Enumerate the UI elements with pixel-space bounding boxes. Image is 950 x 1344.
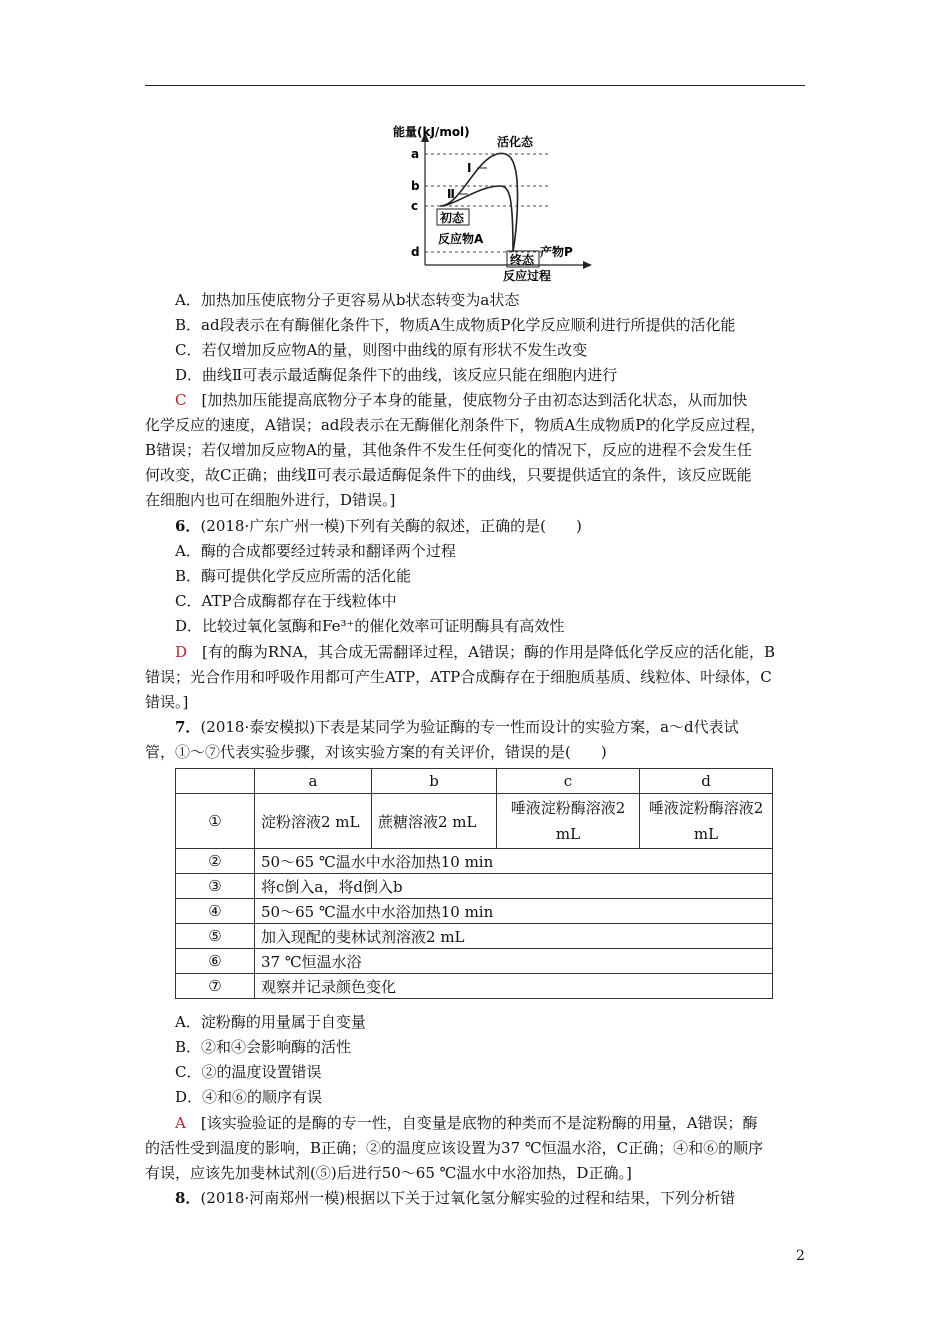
q7-option-c: C．②的温度设置错误	[175, 1063, 322, 1081]
q6-explanation-line-1: D [有的酶为RNA，其合成无需翻译过程，A错误；酶的作用是降低化学反应的活化能，B	[175, 643, 776, 661]
q8-stem: 8．(2018·河南郑州一模)根据以下关于过氧化氢分解实验的过程和结果，下列分析错	[175, 1189, 736, 1207]
table-cell: 50～65 ℃温水中水浴加热10 min	[255, 899, 773, 924]
q5-option-a: A．加热加压使底物分子更容易从b状态转变为a状态	[175, 291, 520, 309]
curve-i-label: Ⅰ	[467, 161, 472, 175]
step-cell: ⑥	[176, 949, 255, 974]
q6-answer: D	[175, 643, 188, 661]
header-rule	[145, 85, 805, 86]
x-axis-arrow	[583, 261, 592, 269]
y-axis-label: 能量(kJ/mol)	[393, 125, 470, 139]
table-row	[176, 874, 773, 899]
q7-explanation-line-3: 有误，应该先加斐林试剂(⑤)后进行50～65 ℃温水中水浴加热，D正确。]	[145, 1164, 632, 1182]
initial-state-label: 初态	[440, 211, 465, 225]
final-state-label: 终态	[510, 253, 535, 267]
step-cell: ①	[176, 794, 255, 849]
q5-explanation-line-3: B错误；若仅增加反应物A的量，其他条件不发生任何变化的情况下，反应的进程不会发生任	[145, 441, 752, 459]
q7-explanation-line-2: 的活性受到温度的影响，B正确；②的温度应该设置为37 ℃恒温水浴，C正确；④和⑥的顺序	[145, 1139, 764, 1157]
page-number: 2	[796, 1248, 805, 1264]
q5-explanation-line-5: 在细胞内也可在细胞外进行，D错误。]	[145, 491, 396, 509]
step-cell: ④	[176, 899, 255, 924]
table-cell: 加入现配的斐林试剂溶液2 mL	[255, 924, 773, 949]
reactant-label: 反应物A	[438, 232, 484, 246]
q5-explanation-line-4: 何改变，故C正确；曲线Ⅱ可表示最适酶促条件下的曲线，只要提供适宜的条件，该反应既能	[145, 466, 752, 484]
q7-option-a: A．淀粉酶的用量属于自变量	[175, 1013, 366, 1031]
q6-option-c: C．ATP合成酶都存在于线粒体中	[175, 592, 397, 610]
table-header-cell	[176, 769, 255, 794]
q7-option-d: D．④和⑥的顺序有误	[175, 1088, 323, 1106]
table-header-row	[176, 769, 773, 794]
q5-option-b: B．ad段表示在有酶催化条件下，物质A生成物质P化学反应顺利进行所提供的活化能	[175, 316, 736, 334]
level-d-label: d	[411, 245, 420, 259]
table-header-cell: b	[372, 769, 497, 794]
table-cell: 唾液淀粉酶溶液2 mL	[640, 794, 773, 849]
energy-diagram	[385, 120, 595, 285]
q6-option-d: D．比较过氧化氢酶和Fe³⁺的催化效率可证明酶具有高效性	[175, 617, 565, 635]
step-cell: ②	[176, 849, 255, 874]
q6-option-a: A．酶的合成都要经过转录和翻译两个过程	[175, 542, 456, 560]
level-c-label: c	[411, 199, 419, 213]
table-cell: 唾液淀粉酶溶液2 mL	[497, 794, 640, 849]
step-cell: ⑦	[176, 974, 255, 999]
q5-explanation-line-2: 化学反应的速度，A错误；ad段表示在无酶催化剂条件下，物质A生成物质P的化学反应过程，	[145, 416, 766, 434]
q7-number: 7．	[175, 718, 201, 736]
table-row	[176, 974, 773, 999]
table-cell: 37 ℃恒温水浴	[255, 949, 773, 974]
step-cell: ③	[176, 874, 255, 899]
q5-explanation-line-1: C [加热加压能提高底物分子本身的能量，使底物分子由初态达到活化状态，从而加快	[175, 391, 748, 409]
table-row	[176, 924, 773, 949]
q5-option-d: D．曲线Ⅱ可表示最适酶促条件下的曲线，该反应只能在细胞内进行	[175, 366, 618, 384]
q7-stem-line-2: 管，①～⑦代表实验步骤，对该实验方案的有关评价，错误的是( )	[145, 743, 607, 761]
q6-number: 6．	[175, 517, 201, 535]
curve-ii-label: Ⅱ	[447, 187, 455, 201]
table-header-cell: a	[255, 769, 372, 794]
q8-number: 8．	[175, 1189, 201, 1207]
table-row	[176, 949, 773, 974]
product-label: 产物P	[540, 245, 573, 259]
table-row	[176, 849, 773, 874]
q6-option-b: B．酶可提供化学反应所需的活化能	[175, 567, 412, 585]
peak-label: 活化态	[497, 135, 534, 149]
level-a-label: a	[411, 147, 420, 161]
table-cell: 淀粉溶液2 mL	[255, 794, 372, 849]
table-row	[176, 899, 773, 924]
table-cell: 50～65 ℃温水中水浴加热10 min	[255, 849, 773, 874]
table-header-cell: d	[640, 769, 773, 794]
q7-answer: A	[175, 1114, 186, 1132]
x-axis-label: 反应过程	[503, 269, 552, 283]
q6-explanation-line-2: 错误；光合作用和呼吸作用都可产生ATP，ATP合成酶存在于细胞质基质、线粒体、叶绿体，C	[145, 668, 772, 686]
q7-stem-line-1: 7．(2018·泰安模拟)下表是某同学为验证酶的专一性而设计的实验方案，a～d代表试	[175, 718, 739, 736]
q5-option-c: C．若仅增加反应物A的量，则图中曲线的原有形状不发生改变	[175, 341, 588, 359]
q5-answer: C	[175, 391, 187, 409]
experiment-table	[175, 768, 773, 999]
level-b-label: b	[411, 179, 420, 193]
q6-stem: 6．(2018·广东广州一模)下列有关酶的叙述，正确的是( )	[175, 517, 582, 535]
q6-explanation-line-3: 错误。]	[145, 693, 189, 711]
table-cell: 将c倒入a，将d倒入b	[255, 874, 773, 899]
table-header-cell: c	[497, 769, 640, 794]
q7-option-b: B．②和④会影响酶的活性	[175, 1038, 352, 1056]
table-row	[176, 794, 773, 849]
table-cell: 蔗糖溶液2 mL	[372, 794, 497, 849]
q7-explanation-line-1: A [该实验验证的是酶的专一性，自变量是底物的种类而不是淀粉酶的用量，A错误；酶	[175, 1114, 758, 1132]
table-cell: 观察并记录颜色变化	[255, 974, 773, 999]
step-cell: ⑤	[176, 924, 255, 949]
